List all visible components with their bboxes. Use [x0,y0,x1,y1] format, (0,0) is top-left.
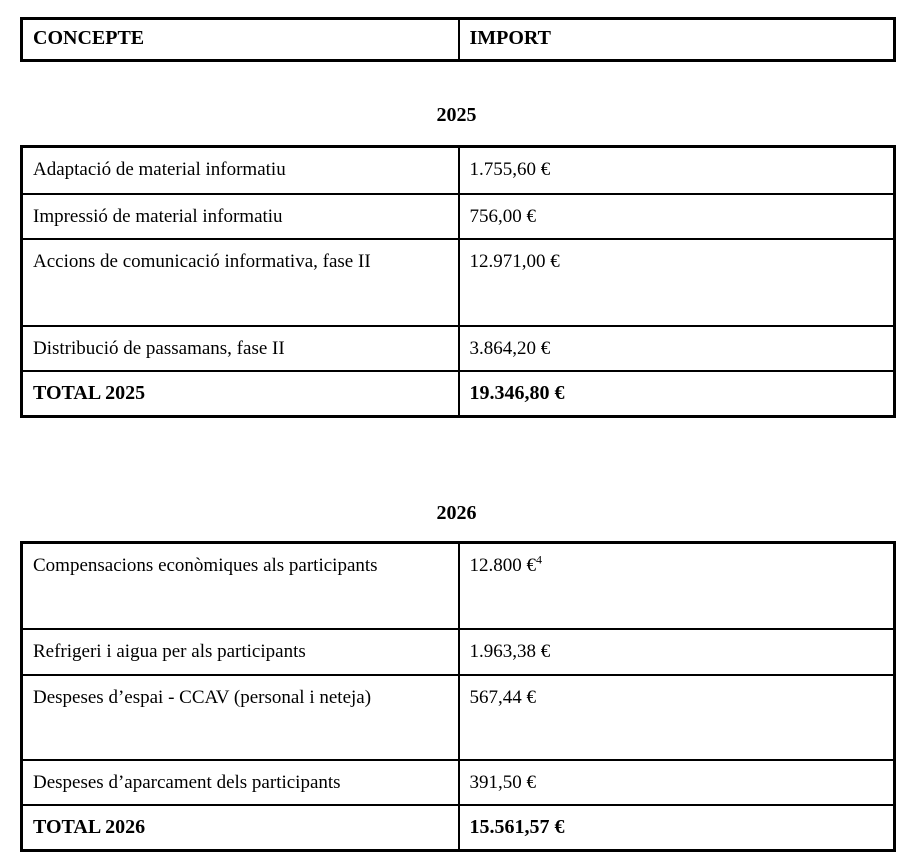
year-heading-2026: 2026 [436,502,477,524]
total-amount-value: 19.346,80 € [469,381,565,404]
amount-value: 1.963,38 € [469,640,551,662]
table-row [22,326,895,371]
table-row [22,194,895,239]
amount-value: 3.864,20 € [469,337,551,359]
amount-cell [459,239,895,326]
amount-value: 567,44 € [469,686,536,708]
concept-cell: Compensacions econòmiques als participants [22,543,459,629]
amount-cell [459,760,895,805]
concept-cell: Accions de comunicació informativa, fase II [22,239,459,326]
amount-value: 391,50 € [469,771,536,793]
total-amount-cell [459,371,895,417]
concept-cell: Impressió de material informatiu [22,194,459,239]
amount-value: 1.755,60 € [469,159,551,180]
table-row [22,543,895,629]
table-row [22,147,895,194]
year-heading-2025: 2025 [436,104,477,126]
amount-cell [459,629,895,675]
concepte-column-header: CONCEPTE [22,19,459,61]
total-label-cell: TOTAL 2026 [22,805,459,851]
amount-value: 12.971,00 € [469,250,560,272]
total-label-cell: TOTAL 2025 [22,371,459,417]
table-row [22,760,895,805]
concept-cell: Adaptació de material informatiu [22,147,459,194]
header-row [22,19,895,61]
amount-cell [459,326,895,371]
total-row [22,371,895,417]
import-column-header: IMPORT [459,19,895,61]
table-row [22,675,895,760]
concept-cell: Distribució de passamans, fase II [22,326,459,371]
footnote-marker: 4 [536,552,542,567]
amount-cell [459,147,895,194]
budget-table-2025 [20,145,896,418]
concept-import-header-table [20,17,896,62]
total-row [22,805,895,851]
amount-cell [459,675,895,760]
budget-table-2026 [20,541,896,852]
total-amount-cell [459,805,895,851]
concept-cell: Despeses d’espai - CCAV (personal i neteja) [22,675,459,760]
concept-cell: Refrigeri i aigua per als participants [22,629,459,675]
amount-cell [459,543,895,629]
total-amount-value: 15.561,57 € [469,815,565,838]
table-row [22,239,895,326]
amount-value: 756,00 € [469,205,536,227]
amount-value: 12.800 € [469,555,536,576]
concept-cell: Despeses d’aparcament dels participants [22,760,459,805]
amount-cell [459,194,895,239]
table-row [22,629,895,675]
